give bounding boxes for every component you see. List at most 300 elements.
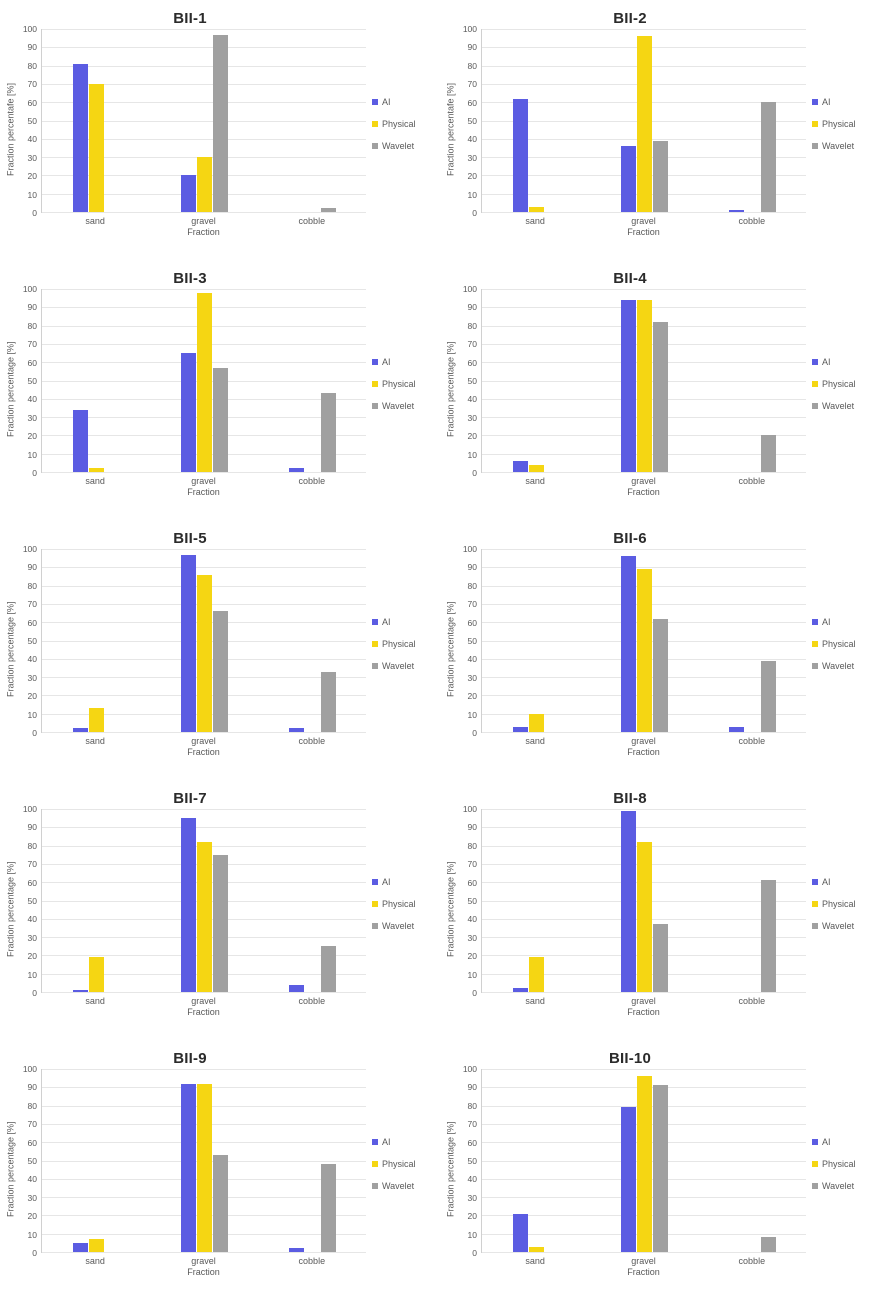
plot-wrapper [457,284,806,497]
y-tick-label: 80 [467,60,477,71]
legend-item[interactable] [812,1137,876,1147]
y-tick-label: 100 [462,544,477,554]
bar-ai[interactable] [621,1107,636,1252]
legend-item[interactable] [812,899,876,909]
plot-area [41,289,366,473]
bar-physical[interactable] [89,708,104,732]
plot-wrapper [457,804,806,1017]
bar-groups [482,289,806,472]
bar-wavelet[interactable] [213,855,228,992]
legend-item[interactable] [372,119,436,129]
legend-swatch-icon [372,923,378,929]
y-axis [457,24,481,218]
plot-wrapper [17,804,366,1017]
legend-label: AI [822,617,831,627]
legend-swatch-icon [372,121,378,127]
y-axis-label: Fraction percentage [%] [445,601,456,697]
legend-swatch-icon [812,901,818,907]
bar-ai[interactable] [621,556,636,732]
chart-title: BII-10 [608,1050,652,1067]
bar-physical[interactable] [197,157,212,212]
bar-ai[interactable] [289,985,304,992]
plot-area [481,1069,806,1253]
x-tick-label: sand [525,476,545,486]
x-axis-label: Fraction [187,747,220,757]
y-tick-label: 50 [27,636,37,646]
legend-label: Wavelet [822,921,855,931]
y-tick-label: 100 [462,804,477,814]
legend-item[interactable] [372,661,436,671]
chart-area [4,284,436,497]
x-axis-ticks [481,473,806,486]
bar-ai[interactable] [729,727,744,732]
bar-physical[interactable] [89,1239,104,1252]
bar-wavelet[interactable] [213,35,228,213]
x-tick-label: sand [85,736,105,746]
y-tick-label: 90 [467,42,477,53]
bar-wavelet[interactable] [321,1164,336,1252]
y-tick-label: 10 [27,969,37,980]
legend-item[interactable] [372,357,436,367]
x-tick-label: sand [85,996,105,1006]
gridline [42,992,366,993]
legend-item[interactable] [372,141,436,151]
y-tick-label: 10 [27,1229,37,1240]
bar-groups [482,29,806,212]
y-axis [17,804,41,998]
x-axis-label: Fraction [627,747,660,757]
y-tick-label: 0 [472,728,477,738]
plot-area [481,549,806,733]
x-axis-label: Fraction [187,1267,220,1277]
bar-physical[interactable] [89,957,104,992]
plot-wrapper [17,1064,366,1277]
y-tick-label: 30 [467,932,477,943]
bar-wavelet[interactable] [321,946,336,992]
legend-item[interactable] [812,401,876,411]
bar-groups [42,549,366,732]
y-tick-label: 80 [27,1100,37,1111]
y-axis-label: Fraction percentage [%] [5,601,16,697]
bar-physical[interactable] [529,957,544,992]
legend-item[interactable] [372,97,436,107]
x-tick-label: cobble [298,996,326,1006]
chart-title: BII-8 [613,790,647,807]
y-tick-label: 20 [27,691,37,702]
y-axis [17,1064,41,1258]
bar-wavelet[interactable] [321,208,336,212]
y-tick-label: 100 [462,1064,477,1074]
y-tick-label: 70 [27,859,37,870]
legend-item[interactable] [812,921,876,931]
y-tick-label: 30 [27,932,37,943]
bar-physical[interactable] [637,569,652,732]
bar-group [703,29,800,212]
gridline [482,732,806,733]
bar-group [595,809,692,992]
legend-label: AI [822,357,831,367]
bar-ai[interactable] [181,555,196,733]
y-tick-label: 0 [32,208,37,218]
y-axis [457,1064,481,1258]
bar-physical[interactable] [637,1076,652,1252]
chart-panel [0,1040,440,1300]
legend-label: Physical [822,899,856,909]
x-tick-label: gravel [191,996,216,1006]
bar-ai[interactable] [621,300,636,472]
chart-panel [0,260,440,520]
plot-inner [457,1064,806,1258]
x-tick-label: cobble [298,476,326,486]
legend-swatch-icon [812,1161,818,1167]
y-tick-label: 20 [467,1211,477,1222]
legend-label: Physical [382,379,416,389]
y-tick-label: 60 [27,1137,37,1148]
bar-ai[interactable] [181,353,196,472]
y-tick-label: 10 [27,189,37,200]
x-axis-ticks [41,1253,366,1266]
bar-group [155,29,252,212]
bar-ai[interactable] [513,727,528,732]
y-axis-label: Fraction percentafe [%] [445,82,456,176]
legend-swatch-icon [372,359,378,365]
bar-groups [482,1069,806,1252]
bar-group [263,809,360,992]
x-axis-ticks [41,213,366,226]
legend-item[interactable] [372,1181,436,1191]
x-axis-ticks [41,473,366,486]
y-tick-label: 50 [27,1156,37,1166]
bar-ai[interactable] [73,1243,88,1252]
legend-swatch-icon [372,901,378,907]
legend-item[interactable] [812,141,876,151]
y-axis [457,804,481,998]
plot-area [41,809,366,993]
y-tick-label: 60 [467,1137,477,1148]
bar-ai[interactable] [181,1084,196,1252]
bar-groups [482,549,806,732]
bar-wavelet[interactable] [653,141,668,212]
bar-group [595,29,692,212]
y-tick-label: 30 [467,412,477,423]
bar-physical[interactable] [529,465,544,472]
legend-item[interactable] [372,379,436,389]
gridline [482,992,806,993]
legend-item[interactable] [812,617,876,627]
plot-inner [17,804,366,998]
bar-ai[interactable] [289,728,304,732]
chart-panel [440,260,880,520]
y-axis-label: Fraction percentafe [%] [5,82,16,176]
y-axis [17,284,41,478]
bar-ai[interactable] [621,146,636,212]
chart-panel [440,0,880,260]
legend [806,29,876,237]
legend [806,289,876,497]
bar-groups [42,289,366,472]
bar-group [47,289,144,472]
y-tick-label: 60 [467,877,477,888]
bar-physical[interactable] [197,842,212,992]
legend-label: Physical [822,1159,856,1169]
legend-label: Physical [822,639,856,649]
legend-label: Physical [382,639,416,649]
x-axis-ticks [481,733,806,746]
chart-panel [440,780,880,1040]
plot-area [41,1069,366,1253]
legend-label: Physical [382,119,416,129]
x-tick-label: cobble [738,1256,766,1266]
y-tick-label: 100 [22,804,37,814]
plot-wrapper [17,24,366,237]
y-tick-label: 90 [27,1082,37,1093]
y-tick-label: 40 [27,394,37,405]
y-tick-label: 0 [32,988,37,998]
gridline [42,732,366,733]
y-tick-label: 70 [27,1119,37,1130]
bar-ai[interactable] [181,818,196,992]
bar-physical[interactable] [637,36,652,212]
bar-group [487,29,584,212]
legend-swatch-icon [812,1139,818,1145]
bar-wavelet[interactable] [761,435,776,472]
bar-group [155,1069,252,1252]
plot-wrapper [457,1064,806,1277]
bar-physical[interactable] [89,468,104,472]
plot-inner [17,284,366,478]
bar-wavelet[interactable] [321,672,336,732]
legend-item[interactable] [812,877,876,887]
bar-group [487,549,584,732]
bar-wavelet[interactable] [213,611,228,732]
chart-area [444,804,876,1017]
legend-item[interactable] [812,379,876,389]
chart-panel [440,520,880,780]
y-tick-label: 100 [22,24,37,34]
bar-physical[interactable] [197,293,212,472]
bar-group [47,809,144,992]
y-tick-label: 60 [467,357,477,368]
y-axis-label: Fraction percentage [%] [445,341,456,437]
chart-area [4,804,436,1017]
x-axis-label: Fraction [187,1007,220,1017]
bar-ai[interactable] [73,64,88,212]
bar-wavelet[interactable] [213,1155,228,1252]
y-tick-label: 70 [467,599,477,610]
y-tick-label: 40 [27,914,37,925]
legend-swatch-icon [812,879,818,885]
y-tick-label: 80 [467,580,477,591]
y-tick-label: 90 [467,1082,477,1093]
chart-panel [440,1040,880,1300]
y-tick-label: 90 [467,302,477,313]
y-tick-label: 80 [467,1100,477,1111]
y-tick-label: 80 [27,840,37,851]
y-tick-label: 90 [467,562,477,573]
y-axis-label: Fraction percentage [%] [5,861,16,957]
bar-wavelet[interactable] [653,619,668,732]
legend [806,809,876,1017]
y-tick-label: 20 [27,1211,37,1222]
chart-area [444,24,876,237]
legend-item[interactable] [812,119,876,129]
x-axis-label: Fraction [187,487,220,497]
y-axis-label: Fraction percentage [%] [5,341,16,437]
legend [366,809,436,1017]
bar-ai[interactable] [73,990,88,992]
legend-item[interactable] [812,661,876,671]
legend-item[interactable] [372,617,436,627]
y-tick-label: 30 [27,672,37,683]
legend-item[interactable] [372,1159,436,1169]
y-tick-label: 20 [27,171,37,182]
bar-ai[interactable] [73,728,88,732]
bar-wavelet[interactable] [653,1085,668,1252]
bar-wavelet[interactable] [761,880,776,992]
y-tick-label: 10 [27,709,37,720]
y-tick-label: 30 [467,152,477,163]
bar-ai[interactable] [73,410,88,472]
y-tick-label: 60 [27,617,37,628]
chart-panel [0,0,440,260]
bar-group [703,549,800,732]
legend-swatch-icon [812,663,818,669]
legend [366,289,436,497]
bar-groups [42,29,366,212]
bar-ai[interactable] [513,99,528,212]
legend-swatch-icon [372,403,378,409]
chart-title: BII-6 [613,530,647,547]
y-tick-label: 80 [467,320,477,331]
y-axis [457,284,481,478]
chart-title: BII-4 [613,270,647,287]
gridline [482,212,806,213]
bar-wavelet[interactable] [761,1237,776,1252]
bar-ai[interactable] [181,175,196,212]
legend-item[interactable] [812,639,876,649]
legend-item[interactable] [372,401,436,411]
legend-item[interactable] [812,357,876,367]
chart-area [444,1064,876,1277]
legend-item[interactable] [812,1181,876,1191]
y-tick-label: 50 [467,116,477,126]
bar-physical[interactable] [529,714,544,732]
legend-item[interactable] [372,921,436,931]
bar-wavelet[interactable] [653,322,668,472]
bar-ai[interactable] [513,988,528,992]
legend [366,1069,436,1277]
bar-physical[interactable] [637,842,652,992]
legend-swatch-icon [812,923,818,929]
y-tick-label: 30 [467,672,477,683]
gridline [42,212,366,213]
bar-wavelet[interactable] [213,368,228,472]
bar-group [703,289,800,472]
bar-group [703,1069,800,1252]
legend-label: AI [382,357,391,367]
x-tick-label: gravel [191,736,216,746]
x-tick-label: gravel [631,736,656,746]
legend-item[interactable] [812,1159,876,1169]
chart-title: BII-9 [173,1050,207,1067]
legend-item[interactable] [372,899,436,909]
legend-swatch-icon [372,1161,378,1167]
legend-label: Wavelet [822,661,855,671]
y-tick-label: 40 [467,654,477,665]
y-tick-label: 60 [27,97,37,108]
y-axis [457,544,481,738]
bar-wavelet[interactable] [321,393,336,472]
bar-ai[interactable] [621,811,636,992]
y-tick-label: 20 [467,951,477,962]
y-axis-label: Fraction percentage [%] [5,1121,16,1217]
y-tick-label: 60 [27,357,37,368]
plot-area [481,289,806,473]
bar-ai[interactable] [513,461,528,472]
x-tick-label: gravel [631,1256,656,1266]
y-tick-label: 0 [32,1248,37,1258]
y-tick-label: 80 [27,320,37,331]
x-tick-label: cobble [298,216,326,226]
bar-group [47,549,144,732]
legend-swatch-icon [812,143,818,149]
y-tick-label: 40 [27,654,37,665]
bar-physical[interactable] [197,1084,212,1252]
y-tick-label: 90 [467,822,477,833]
bar-group [595,1069,692,1252]
y-tick-label: 80 [27,60,37,71]
x-tick-label: cobble [298,1256,326,1266]
y-tick-label: 0 [472,1248,477,1258]
legend-item[interactable] [372,1137,436,1147]
legend-item[interactable] [372,639,436,649]
y-tick-label: 30 [27,1192,37,1203]
legend-label: Physical [382,1159,416,1169]
plot-area [41,549,366,733]
bar-group [263,29,360,212]
legend [366,29,436,237]
chart-title: BII-5 [173,530,207,547]
bar-physical[interactable] [197,575,212,732]
y-tick-label: 20 [27,951,37,962]
y-tick-label: 0 [32,728,37,738]
bar-physical[interactable] [637,300,652,472]
x-axis-ticks [41,733,366,746]
bar-ai[interactable] [729,210,744,212]
bar-ai[interactable] [289,468,304,472]
legend-item[interactable] [812,97,876,107]
bar-ai[interactable] [513,1214,528,1252]
bar-wavelet[interactable] [761,102,776,212]
legend-swatch-icon [372,1139,378,1145]
chart-area [4,24,436,237]
bar-physical[interactable] [89,84,104,212]
y-tick-label: 10 [467,969,477,980]
y-tick-label: 40 [467,914,477,925]
bar-physical[interactable] [529,1247,544,1252]
x-tick-label: gravel [631,996,656,1006]
y-tick-label: 0 [32,468,37,478]
bar-wavelet[interactable] [761,661,776,732]
legend-label: Wavelet [382,141,415,151]
chart-area [4,544,436,757]
bar-ai[interactable] [289,1248,304,1252]
bar-wavelet[interactable] [653,924,668,992]
legend-label: Wavelet [382,661,415,671]
bar-physical[interactable] [529,207,544,212]
legend-item[interactable] [372,877,436,887]
legend-label: Wavelet [822,141,855,151]
